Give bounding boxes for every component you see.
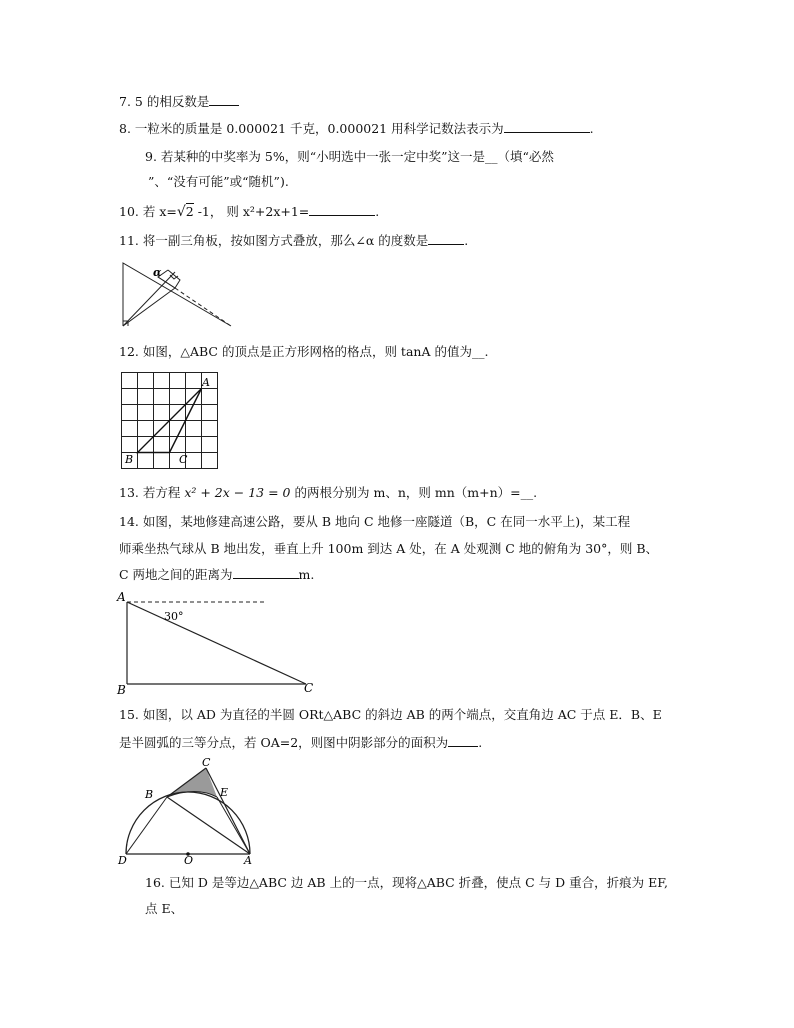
sqrt-radicand: 2 [185,204,194,219]
question-16-line-2: 点 E、 [145,901,184,916]
question-13 [119,485,537,501]
question-15-line-2 [119,735,482,751]
question-14-line-1: 14. 如图，某地修建高速公路，要从 B 地向 C 地修一座隧道（B，C 在同一水平上)，某工程 [119,514,631,529]
grid-triangle-figure [121,372,221,470]
sqrt-symbol: √ [176,204,186,220]
semicircle-figure [114,756,256,866]
question-9-line-2: ”、“没有可能”或“随机”). [148,174,289,189]
point-c-label: C [304,681,314,695]
balloon-figure [114,590,324,698]
question-11-tail: . [464,233,469,248]
question-10-text-b: -1， 则 x²+2x+1= [193,204,310,219]
point-c-label: C [202,756,211,769]
semicircle-arc [126,792,250,854]
question-10-text-a: 10. 若 x= [119,204,177,219]
answer-blank [309,204,375,216]
answer-blank [209,94,239,106]
vertex-c-label: C [179,453,188,466]
question-11 [119,233,468,249]
answer-blank [504,121,590,133]
set-squares-figure [118,258,238,330]
question-9-line-1: 9. 若某种的中奖率为 5%，则“小明选中一张一定中奖”这一是__（填“必然 [145,149,554,164]
segment-ca [206,768,250,854]
point-d-label: D [118,854,127,867]
question-8-tail: . [589,121,594,136]
alpha-label: α [153,266,162,279]
dashed-edge [175,288,231,326]
question-8 [119,121,594,137]
answer-blank [448,735,478,747]
point-b-label: B [117,683,126,697]
question-14-text: C 两地之间的距离为 [119,567,233,582]
equation: x² + 2x − 13 = 0 [184,485,291,500]
answer-blank [233,567,299,579]
question-7-text: 7. 5 的相反数是 [119,94,210,109]
angle-label: 30° [164,610,184,623]
question-15-tail: . [478,735,483,750]
triangle-left-set-square [123,263,231,326]
point-a-label: A [117,590,126,604]
segment-ab [167,797,250,854]
answer-blank [428,233,464,245]
question-15-line-1: 15. 如图，以 AD 为直径的半圆 ORt△ABC 的斜边 AB 的两个端点，交直角边 AC 于点 E．B、E [119,707,662,722]
hidden-edge [123,288,175,326]
point-o-label: O [184,854,194,867]
question-12: 12. 如图，△ABC 的顶点是正方形网格的格点，则 tanA 的值为__. [119,344,489,359]
question-13-text-a: 13. 若方程 [119,485,185,500]
question-16-line-1: 16. 已知 D 是等边△ABC 边 AB 上的一点，现将△ABC 折叠，使点 C 与 D 重合，折痕为 EF, [145,875,668,890]
question-7 [119,94,239,110]
point-e-label: E [220,786,229,799]
question-13-text-b: 的两根分别为 m、n，则 mn（m+n）=__. [290,485,538,500]
question-10-tail: . [375,204,380,219]
question-14-line-3 [119,567,314,583]
question-14-line-2: 师乘坐热气球从 B 地出发，垂直上升 100m 到达 A 处，在 A 处观测 C 地的俯角为 30°，则 B、 [119,541,659,556]
question-14-tail: m. [298,567,315,582]
question-10 [119,204,379,220]
point-a-label: A [244,854,252,867]
question-15-text: 是半圆弧的三等分点，若 OA=2，则图中阴影部分的面积为 [119,735,449,750]
question-8-text: 8. 一粒米的质量是 0.000021 千克，0.000021 用科学记数法表示为 [119,121,504,136]
question-11-text: 11. 将一副三角板，按如图方式叠放，那么∠α 的度数是 [119,233,429,248]
point-b-label: B [145,788,154,801]
vertex-b-label: B [125,453,134,466]
vertex-a-label: A [202,376,210,389]
segment-ac [127,602,306,684]
